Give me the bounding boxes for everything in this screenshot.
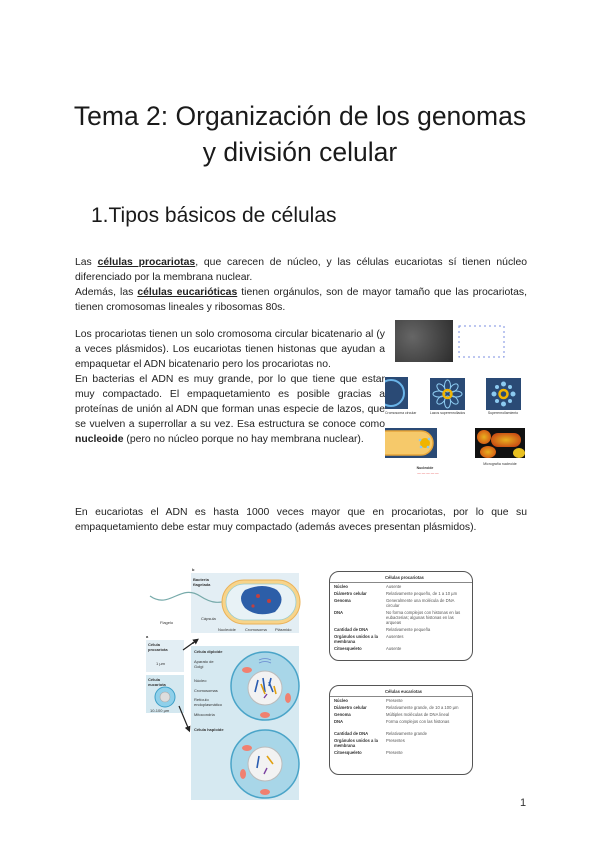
figure-caption: Superenrollamiento <box>487 411 519 415</box>
eukaryote-cell-label: Célula eucariota <box>148 677 166 687</box>
table-row <box>330 597 472 609</box>
figure-caption: Cromosoma circular <box>385 411 417 415</box>
panel-label-a: a <box>146 634 149 639</box>
nucleoide-label: Nucleoide <box>218 627 236 632</box>
eukaryote-cell-icon <box>154 686 176 708</box>
table-header: Células procariotas <box>330 572 472 583</box>
intro-text: Las <box>75 257 98 268</box>
row-key: DNA <box>334 719 344 724</box>
cromosomas-label: Cromosomas <box>194 688 218 693</box>
scale-eukaryote: 10-100 µm <box>150 708 170 713</box>
capsula-label: Cápsula <box>201 616 216 621</box>
table-row <box>330 633 472 645</box>
row-value: Presente <box>386 698 403 703</box>
scale-prokaryote: 1 µm <box>156 661 165 666</box>
table-row <box>330 590 472 597</box>
section-heading: 1.Tipos básicos de células <box>91 204 337 227</box>
cromosoma-label: Cromosoma <box>245 627 267 632</box>
prokaryote-cell-label: Célula procariota <box>148 642 168 652</box>
row-key: Cantidad de DNA <box>334 731 369 736</box>
figure-caption: Nucleoide <box>416 466 434 470</box>
row-value: Relativamente pequeño, de 1 a 10 µm <box>386 591 458 596</box>
figure-caption: Micrografía nucleoide <box>483 462 517 466</box>
row-key: Citoesqueleto <box>334 750 362 755</box>
haploid-cell-diagram <box>225 726 300 801</box>
row-key: Orgánulos unidos a la membrana <box>334 738 378 748</box>
table-row <box>330 704 472 711</box>
term-procariotas: células procariotas <box>97 257 196 268</box>
prokaryote-text: Los procariotas tienen un solo cromosoma circular bicatenario al (y a veces plásmidos). Los eucariotas tienen histonas que ayudan a empaquetar el ADN bicatenario pero los procariotas no. <box>75 329 385 370</box>
table-header: Células eucariotas <box>330 686 472 697</box>
arrows <box>175 628 215 738</box>
prokaryote-comparison-table <box>329 571 473 661</box>
figure-caption: Lazos superenrollados <box>429 411 466 415</box>
title-line-2: y división celular <box>202 137 398 167</box>
intro-paragraph <box>75 255 527 315</box>
circular-chromosome-image <box>385 377 408 409</box>
bacterium-nucleoid-image <box>385 428 437 458</box>
table-row <box>330 583 472 590</box>
table-row <box>330 626 472 633</box>
row-value: Presente <box>386 750 403 755</box>
table-row <box>330 645 472 652</box>
page-number: 1 <box>520 797 527 809</box>
row-value: Relativamente grande <box>386 731 427 736</box>
row-value: Ausentes <box>386 634 404 639</box>
table-row <box>330 718 472 730</box>
table-row <box>330 711 472 718</box>
golgi-label: Aparato de Golgi <box>194 659 214 669</box>
table-row <box>330 609 472 626</box>
row-value: Generalmente una molécula de DNA circular <box>386 598 455 608</box>
page-title <box>0 98 600 170</box>
bacteria-label: Bacteria flagelada <box>193 577 211 587</box>
table-row <box>330 737 472 749</box>
row-value: Relativamente grande, de 10 a 100 µm <box>386 705 459 710</box>
haploid-cell-label: Célula haploide <box>194 727 224 732</box>
row-value: Múltiples moléculas de DNA lineal <box>386 712 450 717</box>
diploid-cell-diagram <box>225 648 300 723</box>
row-key: Cantidad de DNA <box>334 627 369 632</box>
prokaryote-text: En bacterias el ADN es muy grande, por lo que tiene que estar muy compactado. El empaquetamiento es posible gracias a proteínas de unión al ADN que forman unas especie de lazos, que se vuelven a superrollar a su vez. Esa estructura se conoce como <box>75 374 385 430</box>
table-row <box>330 749 472 756</box>
row-value: Ausente <box>386 646 402 651</box>
intro-text: tienen orgánulos, son de mayor tamaño que las procariotas, tienen cromosomas lineales y ribosomas 80s. <box>75 287 527 313</box>
row-value: Forma complejos con las histonas <box>386 719 450 724</box>
prokaryote-text: (pero no núcleo porque no hay membrana nuclear). <box>123 434 364 445</box>
row-value: Presentes <box>386 738 405 743</box>
figure-caption-red: — — — — — <box>417 471 439 475</box>
eukaryote-paragraph: En eucariotas el ADN es hasta 1000 veces mayor que en procariotas, por lo que su empaquetamiento debe estar muy compactado (además aveces presentan plásmidos). <box>75 507 527 533</box>
prokaryote-paragraph <box>75 327 385 447</box>
micrograph-image <box>395 320 453 362</box>
term-eucarioticas: células eucarióticas <box>137 287 238 298</box>
eukaryote-comparison-table <box>329 685 473 775</box>
supercoiled-loops-image <box>430 378 465 410</box>
row-key: DNA <box>334 610 344 615</box>
supercoiling-image <box>486 378 521 410</box>
intro-text: Además, las <box>75 287 138 298</box>
plasmido-label: Plásmido <box>275 627 292 632</box>
nucleoid-micrograph-image <box>475 428 525 458</box>
row-value: Ausente <box>386 584 402 589</box>
row-key: Núcleo <box>334 584 348 589</box>
row-key: Diámetro celular <box>334 705 367 710</box>
intro-text: , que carecen de núcleo, y las células eucariotas sí tienen núcleo diferenciado por la membrana nuclear. <box>75 257 528 283</box>
dna-loop-sketch <box>455 322 510 362</box>
diploid-cell-label: Célula diploide <box>194 649 223 654</box>
row-value: No forma complejos con histonas en las eubacterias; algunas histonas en las arqueas <box>386 610 461 625</box>
row-key: Orgánulos unidos a la membrana <box>334 634 378 644</box>
row-key: Genoma <box>334 598 351 603</box>
nucleo-label: Núcleo <box>194 678 207 683</box>
mitocondria-label: Mitocondria <box>194 712 215 717</box>
reticulo-label: Retículo endoplasmático <box>194 697 223 707</box>
row-key: Genoma <box>334 712 351 717</box>
row-key: Núcleo <box>334 698 348 703</box>
panel-label-b: b <box>192 567 195 572</box>
row-key: Citoesqueleto <box>334 646 362 651</box>
table-row <box>330 697 472 704</box>
flagelo-label: Flagelo <box>160 620 174 625</box>
title-line-1: Tema 2: Organización de los genomas <box>73 101 527 131</box>
row-key: Diámetro celular <box>334 591 367 596</box>
row-value: Relativamente pequeña <box>386 627 431 632</box>
term-nucleoide: nucleoide <box>75 434 124 445</box>
table-row <box>330 730 472 737</box>
